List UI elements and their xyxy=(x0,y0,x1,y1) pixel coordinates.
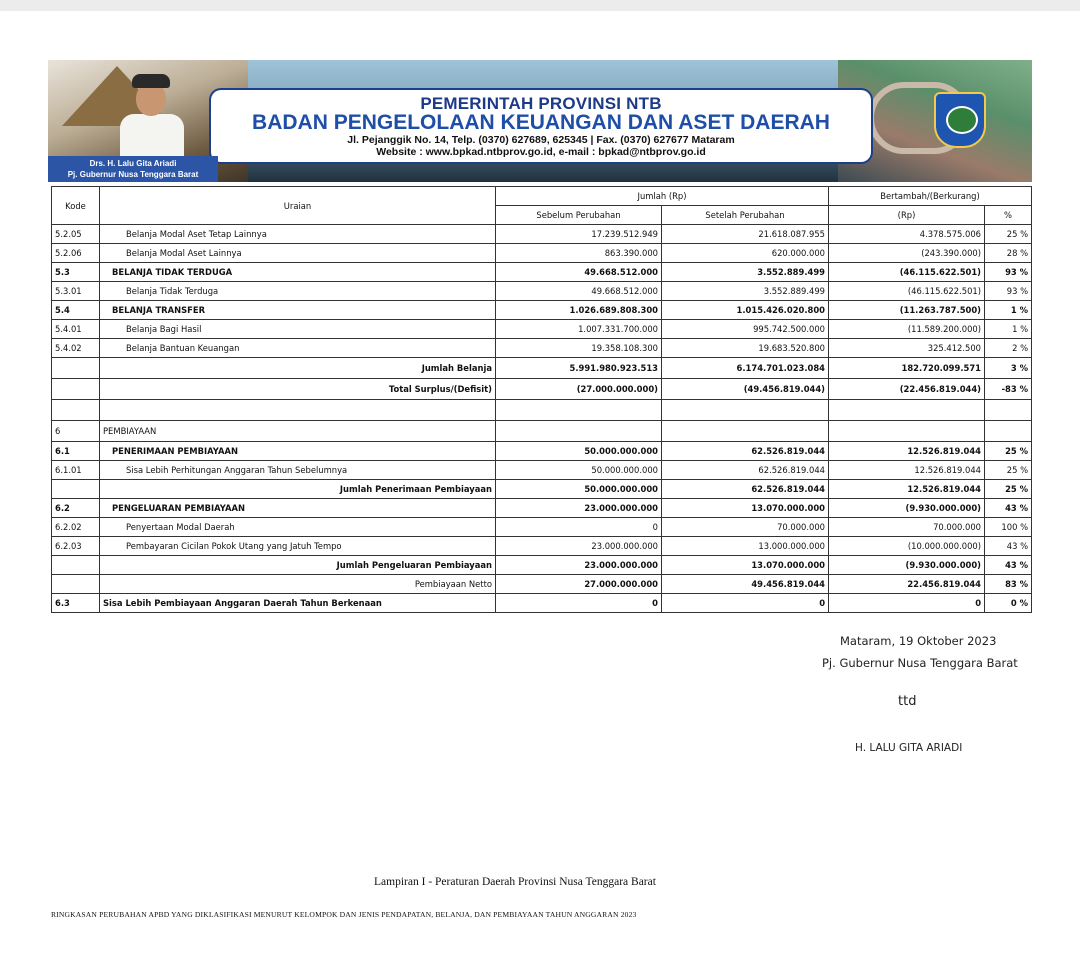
cell-selisih: (46.115.622.501) xyxy=(829,263,985,282)
cell-setelah: 1.015.426.020.800 xyxy=(662,301,829,320)
cell-sebelum: 19.358.108.300 xyxy=(496,339,662,358)
cell-kode: 6 xyxy=(52,421,100,442)
cell-selisih: (10.000.000.000) xyxy=(829,537,985,556)
cell-kode xyxy=(52,556,100,575)
banner-title-box xyxy=(211,90,871,162)
cell-selisih: (9.930.000.000) xyxy=(829,499,985,518)
cell-uraian: Belanja Modal Aset Tetap Lainnya xyxy=(100,225,496,244)
cell-uraian: Pembiayaan Netto xyxy=(100,575,496,594)
cell-pct: 93 % xyxy=(985,263,1032,282)
table-row xyxy=(52,339,1032,358)
cell-pct: 25 % xyxy=(985,461,1032,480)
cell-pct: 3 % xyxy=(985,358,1032,379)
header-pct: % xyxy=(985,206,1032,225)
table-row xyxy=(52,358,1032,379)
signature-ttd: ttd xyxy=(898,694,917,709)
cell-uraian: Pembayaran Cicilan Pokok Utang yang Jatuh Tempo xyxy=(100,537,496,556)
cell-setelah: 62.526.819.044 xyxy=(662,480,829,499)
cell-pct xyxy=(985,421,1032,442)
cell-pct: 25 % xyxy=(985,442,1032,461)
cell-uraian: Jumlah Penerimaan Pembiayaan xyxy=(100,480,496,499)
header-setelah: Setelah Perubahan xyxy=(662,206,829,225)
signature-position: Pj. Gubernur Nusa Tenggara Barat xyxy=(822,656,1018,670)
cell-uraian: Belanja Tidak Terduga xyxy=(100,282,496,301)
cell-pct: 83 % xyxy=(985,575,1032,594)
banner-address: Jl. Pejanggik No. 14, Telp. (0370) 627689, 625345 | Fax. (0370) 627677 Mataram xyxy=(347,134,735,146)
signature-name: H. LALU GITA ARIADI xyxy=(855,742,963,754)
header-sebelum: Sebelum Perubahan xyxy=(496,206,662,225)
table-row xyxy=(52,320,1032,339)
cell-uraian: Jumlah Pengeluaran Pembiayaan xyxy=(100,556,496,575)
cell-kode: 6.2.03 xyxy=(52,537,100,556)
cell-selisih: (46.115.622.501) xyxy=(829,282,985,301)
cell-sebelum xyxy=(496,400,662,421)
signature-place-date: Mataram, 19 Oktober 2023 xyxy=(840,634,997,648)
budget-table xyxy=(51,186,1032,613)
cell-pct: 43 % xyxy=(985,499,1032,518)
cell-kode: 6.1.01 xyxy=(52,461,100,480)
table-row xyxy=(52,499,1032,518)
cell-setelah: 620.000.000 xyxy=(662,244,829,263)
banner-website: Website : www.bpkad.ntbprov.go.id, e-mail : bpkad@ntbprov.go.id xyxy=(376,146,706,158)
cell-uraian: BELANJA TRANSFER xyxy=(100,301,496,320)
cell-sebelum: 23.000.000.000 xyxy=(496,537,662,556)
cell-kode: 5.2.05 xyxy=(52,225,100,244)
header-banner xyxy=(48,60,1032,182)
table-row xyxy=(52,301,1032,320)
cell-sebelum: 0 xyxy=(496,518,662,537)
cell-selisih: 12.526.819.044 xyxy=(829,442,985,461)
table-row xyxy=(52,461,1032,480)
table-row xyxy=(52,282,1032,301)
cell-setelah: 70.000.000 xyxy=(662,518,829,537)
cell-kode xyxy=(52,575,100,594)
province-emblem-icon xyxy=(934,92,986,148)
top-bar xyxy=(0,0,1080,11)
cell-kode: 5.4 xyxy=(52,301,100,320)
table-row xyxy=(52,263,1032,282)
table-row xyxy=(52,575,1032,594)
cell-kode: 5.3 xyxy=(52,263,100,282)
cell-sebelum: 5.991.980.923.513 xyxy=(496,358,662,379)
caption-name: Drs. H. Lalu Gita Ariadi xyxy=(89,159,177,168)
cell-selisih: 182.720.099.571 xyxy=(829,358,985,379)
cell-selisih: (11.263.787.500) xyxy=(829,301,985,320)
cell-kode: 6.2 xyxy=(52,499,100,518)
cell-selisih xyxy=(829,421,985,442)
cell-pct: 25 % xyxy=(985,225,1032,244)
cell-sebelum: 27.000.000.000 xyxy=(496,575,662,594)
cell-kode xyxy=(52,480,100,499)
cell-kode: 5.3.01 xyxy=(52,282,100,301)
cell-uraian: Sisa Lebih Pembiayaan Anggaran Daerah Tahun Berkenaan xyxy=(100,594,496,613)
header-kode: Kode xyxy=(52,187,100,225)
cell-uraian: Penyertaan Modal Daerah xyxy=(100,518,496,537)
cell-setelah: 6.174.701.023.084 xyxy=(662,358,829,379)
header-rp: (Rp) xyxy=(829,206,985,225)
cell-sebelum: 49.668.512.000 xyxy=(496,282,662,301)
cell-setelah: 995.742.500.000 xyxy=(662,320,829,339)
cell-selisih: 22.456.819.044 xyxy=(829,575,985,594)
cell-kode xyxy=(52,400,100,421)
cell-kode: 6.3 xyxy=(52,594,100,613)
cell-pct: 25 % xyxy=(985,480,1032,499)
cell-sebelum: 0 xyxy=(496,594,662,613)
cell-sebelum: 50.000.000.000 xyxy=(496,461,662,480)
cell-pct: 28 % xyxy=(985,244,1032,263)
cell-kode xyxy=(52,379,100,400)
cell-selisih: 70.000.000 xyxy=(829,518,985,537)
cell-uraian: BELANJA TIDAK TERDUGA xyxy=(100,263,496,282)
cell-sebelum: 863.390.000 xyxy=(496,244,662,263)
cell-pct: 43 % xyxy=(985,537,1032,556)
cell-sebelum: 23.000.000.000 xyxy=(496,556,662,575)
cell-setelah xyxy=(662,421,829,442)
cell-pct: 43 % xyxy=(985,556,1032,575)
cell-sebelum: 1.026.689.808.300 xyxy=(496,301,662,320)
cell-uraian: Belanja Bantuan Keuangan xyxy=(100,339,496,358)
governor-photo xyxy=(118,70,186,170)
cell-selisih: (243.390.000) xyxy=(829,244,985,263)
cell-selisih: (22.456.819.044) xyxy=(829,379,985,400)
cell-selisih: 12.526.819.044 xyxy=(829,480,985,499)
banner-title-2: BADAN PENGELOLAAN KEUANGAN DAN ASET DAERAH xyxy=(252,111,830,134)
table-row xyxy=(52,244,1032,263)
cell-selisih: (9.930.000.000) xyxy=(829,556,985,575)
cell-selisih xyxy=(829,400,985,421)
cell-setelah: 3.552.889.499 xyxy=(662,282,829,301)
table-row xyxy=(52,594,1032,613)
cell-sebelum: 23.000.000.000 xyxy=(496,499,662,518)
cell-uraian: PENERIMAAN PEMBIAYAAN xyxy=(100,442,496,461)
cell-setelah: 13.070.000.000 xyxy=(662,499,829,518)
cell-kode: 5.4.02 xyxy=(52,339,100,358)
cell-pct: 93 % xyxy=(985,282,1032,301)
cell-kode: 6.2.02 xyxy=(52,518,100,537)
cell-selisih: 0 xyxy=(829,594,985,613)
cell-pct: -83 % xyxy=(985,379,1032,400)
cell-pct: 1 % xyxy=(985,320,1032,339)
caption-title: Pj. Gubernur Nusa Tenggara Barat xyxy=(67,170,199,179)
cell-setelah: 21.618.087.955 xyxy=(662,225,829,244)
cell-pct: 1 % xyxy=(985,301,1032,320)
cell-uraian: PEMBIAYAAN xyxy=(100,421,496,442)
cell-pct: 100 % xyxy=(985,518,1032,537)
cell-selisih: 4.378.575.006 xyxy=(829,225,985,244)
cell-uraian xyxy=(100,400,496,421)
table-row xyxy=(52,421,1032,442)
cell-uraian: PENGELUARAN PEMBIAYAAN xyxy=(100,499,496,518)
cell-kode xyxy=(52,358,100,379)
cell-setelah: 19.683.520.800 xyxy=(662,339,829,358)
banner-title-1: PEMERINTAH PROVINSI NTB xyxy=(420,94,662,113)
table-row xyxy=(52,379,1032,400)
cell-setelah: 49.456.819.044 xyxy=(662,575,829,594)
footer-ringkasan: RINGKASAN PERUBAHAN APBD YANG DIKLASIFIKASI MENURUT KELOMPOK DAN JENIS PENDAPATAN, BELANJA, DAN PEMBIAYAAN TAHUN ANGGARAN 2023 xyxy=(51,910,637,919)
table-row xyxy=(52,537,1032,556)
photo-caption xyxy=(48,156,218,182)
header-uraian: Uraian xyxy=(100,187,496,225)
cell-setelah xyxy=(662,400,829,421)
cell-setelah: 13.070.000.000 xyxy=(662,556,829,575)
table-row xyxy=(52,556,1032,575)
cell-sebelum: 17.239.512.949 xyxy=(496,225,662,244)
table-row xyxy=(52,442,1032,461)
cell-setelah: 0 xyxy=(662,594,829,613)
cell-pct xyxy=(985,400,1032,421)
cell-uraian: Sisa Lebih Perhitungan Anggaran Tahun Sebelumnya xyxy=(100,461,496,480)
cell-sebelum: 50.000.000.000 xyxy=(496,480,662,499)
cell-sebelum: 1.007.331.700.000 xyxy=(496,320,662,339)
cell-setelah: 62.526.819.044 xyxy=(662,461,829,480)
cell-selisih: 12.526.819.044 xyxy=(829,461,985,480)
header-bertambah: Bertambah/(Berkurang) xyxy=(829,187,1032,206)
cell-selisih: (11.589.200.000) xyxy=(829,320,985,339)
cell-uraian: Jumlah Belanja xyxy=(100,358,496,379)
cell-sebelum: (27.000.000.000) xyxy=(496,379,662,400)
cell-kode: 6.1 xyxy=(52,442,100,461)
cell-uraian: Belanja Modal Aset Lainnya xyxy=(100,244,496,263)
cell-setelah: 3.552.889.499 xyxy=(662,263,829,282)
cell-kode: 5.4.01 xyxy=(52,320,100,339)
cell-setelah: (49.456.819.044) xyxy=(662,379,829,400)
table-row-blank xyxy=(52,400,1032,421)
cell-pct: 0 % xyxy=(985,594,1032,613)
table-row xyxy=(52,225,1032,244)
cell-uraian: Belanja Bagi Hasil xyxy=(100,320,496,339)
cell-setelah: 62.526.819.044 xyxy=(662,442,829,461)
footer-lampiran: Lampiran I - Peraturan Daerah Provinsi Nusa Tenggara Barat xyxy=(374,876,656,888)
cell-sebelum: 49.668.512.000 xyxy=(496,263,662,282)
cell-uraian: Total Surplus/(Defisit) xyxy=(100,379,496,400)
cell-kode: 5.2.06 xyxy=(52,244,100,263)
table-row xyxy=(52,480,1032,499)
table-row xyxy=(52,518,1032,537)
header-jumlah: Jumlah (Rp) xyxy=(496,187,829,206)
cell-setelah: 13.000.000.000 xyxy=(662,537,829,556)
cell-sebelum xyxy=(496,421,662,442)
cell-pct: 2 % xyxy=(985,339,1032,358)
cell-selisih: 325.412.500 xyxy=(829,339,985,358)
cell-sebelum: 50.000.000.000 xyxy=(496,442,662,461)
